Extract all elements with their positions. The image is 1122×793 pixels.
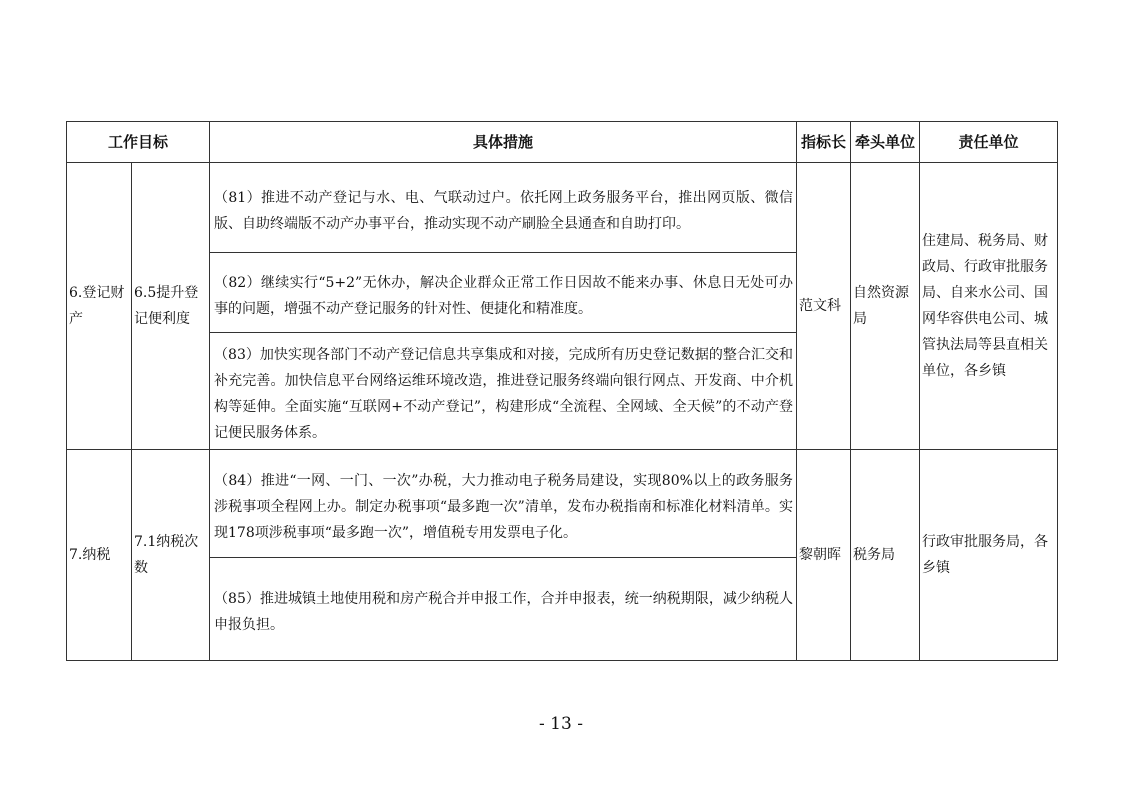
table-row <box>67 450 1058 558</box>
measure-cell <box>210 558 797 661</box>
measure-text: （85）推进城镇土地使用税和房产税合并申报工作，合并申报表，统一纳税期限，减少纳税人申报负担。 <box>214 591 794 633</box>
table-header-row <box>67 122 1058 163</box>
measure-text: （82）继续实行“5+2”无休办，解决企业群众正常工作日因故不能来办事、休息日无处可办事的问题，增强不动产登记服务的针对性、便捷化和精准度。 <box>214 274 794 317</box>
lead-unit-cell: 自然资源局 <box>851 163 920 450</box>
header-responsible-units: 责任单位 <box>920 122 1058 163</box>
table-row <box>67 163 1058 253</box>
responsible-units-cell: 行政审批服务局，各乡镇 <box>920 450 1058 661</box>
indicator-lead-cell: 黎朝晖 <box>797 450 851 661</box>
work-plan-table <box>66 121 1058 661</box>
responsible-units-cell: 住建局、税务局、财政局、行政审批服务局、自来水公司、国网华容供电公司、城管执法局等县直相关单位，各乡镇 <box>920 163 1058 450</box>
goal-cell: 6.登记财产 <box>67 163 132 450</box>
measure-cell <box>210 253 797 333</box>
page-number: - 13 - <box>539 714 583 734</box>
header-measures: 具体措施 <box>210 122 797 163</box>
measure-cell <box>210 450 797 558</box>
header-lead-unit: 牵头单位 <box>851 122 920 163</box>
measure-cell <box>210 163 797 253</box>
measure-text: （83）加快实现各部门不动产登记信息共享集成和对接，完成所有历史登记数据的整合汇交和补充完善。加快信息平台网络运维环境改造，推进登记服务终端向银行网点、开发商、中介机构等延伸。全面实施“互联网+不动产登记”，构建形成“全流程、全网域、全天候”的不动产登记便民服务体系。 <box>214 347 794 441</box>
lead-unit-cell: 税务局 <box>851 450 920 661</box>
header-indicator-lead: 指标长 <box>797 122 851 163</box>
measure-text: （81）推进不动产登记与水、电、气联动过户。依托网上政务服务平台，推出网页版、微信版、自助终端版不动产办事平台，推动实现不动产刷脸全县通查和自助打印。 <box>214 189 794 232</box>
measure-text: （84）推进“一网、一门、一次”办税，大力推动电子税务局建设，实现80%以上的政务服务涉税事项全程网上办。制定办税事项“最多跑一次”清单，发布办税指南和标准化材料清单。实现178项涉税事项“最多跑一次”，增值税专用发票电子化。 <box>214 472 794 541</box>
measure-cell <box>210 333 797 450</box>
goal-cell: 7.纳税 <box>67 450 132 661</box>
subgoal-cell: 7.1纳税次数 <box>132 450 210 661</box>
header-goal: 工作目标 <box>67 122 210 163</box>
subgoal-cell: 6.5提升登记便利度 <box>132 163 210 450</box>
indicator-lead-cell: 范文科 <box>797 163 851 450</box>
